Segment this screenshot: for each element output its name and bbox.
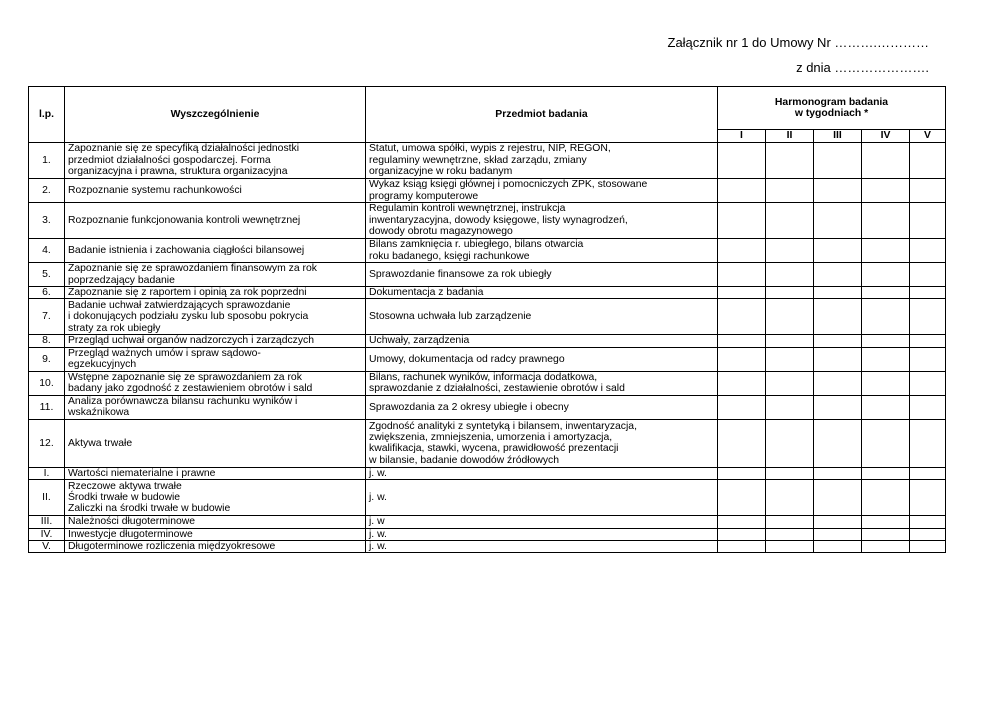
week-cell-2[interactable] <box>766 419 814 467</box>
description-line: Badanie uchwał zatwierdzających sprawozdanie <box>68 299 291 311</box>
subject-line: dowody obrotu magazynowego <box>369 226 513 238</box>
row-description <box>65 239 366 263</box>
week-cell-4[interactable] <box>862 347 910 371</box>
week-cell-5[interactable] <box>910 419 946 467</box>
table-row <box>29 467 946 479</box>
row-subject <box>366 347 718 371</box>
week-cell-3[interactable] <box>814 239 862 263</box>
row-description <box>65 516 366 528</box>
week-cell-5[interactable] <box>910 467 946 479</box>
week-cell-2[interactable] <box>766 395 814 419</box>
week-cell-1[interactable] <box>718 347 766 371</box>
row-description <box>65 263 366 287</box>
week-cell-4[interactable] <box>862 419 910 467</box>
description-line: poprzedzający badanie <box>68 274 175 286</box>
week-cell-5[interactable] <box>910 179 946 203</box>
week-cell-4[interactable] <box>862 179 910 203</box>
week-cell-5[interactable] <box>910 335 946 347</box>
week-cell-3[interactable] <box>814 467 862 479</box>
row-number: V. <box>29 541 65 553</box>
description-line: straty za rok ubiegły <box>68 322 161 334</box>
table-row <box>29 371 946 395</box>
row-number: 3. <box>29 203 65 239</box>
subject-line: Regulamin kontroli wewnętrznej, instrukcja <box>369 203 566 215</box>
week-cell-3[interactable] <box>814 528 862 540</box>
week-cell-1[interactable] <box>718 143 766 179</box>
description-line: wskaźnikowa <box>68 407 130 419</box>
week-cell-5[interactable] <box>910 516 946 528</box>
week-cell-2[interactable] <box>766 239 814 263</box>
description-line: Środki trwałe w budowie <box>68 492 181 504</box>
row-number: 8. <box>29 335 65 347</box>
week-cell-1[interactable] <box>718 287 766 299</box>
week-cell-4[interactable] <box>862 287 910 299</box>
week-cell-1[interactable] <box>718 419 766 467</box>
week-cell-1[interactable] <box>718 203 766 239</box>
week-cell-3[interactable] <box>814 516 862 528</box>
week-cell-1[interactable] <box>718 395 766 419</box>
subject-line: Wykaz ksiąg księgi głównej i pomocniczych ZPK, stosowane <box>369 179 648 191</box>
week-cell-1[interactable] <box>718 335 766 347</box>
row-subject <box>366 516 718 528</box>
annex-title: Załącznik nr 1 do Umowy Nr ……….………… <box>667 35 929 50</box>
table-row <box>29 480 946 516</box>
description-line: Badanie istnienia i zachowania ciągłości bilansowej <box>68 244 305 256</box>
description-line: Aktywa trwałe <box>68 437 133 449</box>
subject-line: Dokumentacja z badania <box>369 287 484 298</box>
description-line: przedmiot działalności gospodarczej. Forma <box>68 154 271 166</box>
table-row <box>29 419 946 467</box>
week-cell-1[interactable] <box>718 239 766 263</box>
week-cell-5[interactable] <box>910 480 946 516</box>
week-cell-3[interactable] <box>814 263 862 287</box>
week-cell-2[interactable] <box>766 299 814 335</box>
description-line: egzekucyjnych <box>68 359 137 371</box>
row-subject <box>366 263 718 287</box>
row-subject <box>366 528 718 540</box>
description-line: Analiza porównawcza bilansu rachunku wyników i <box>68 395 298 407</box>
week-cell-4[interactable] <box>862 299 910 335</box>
week-cell-5[interactable] <box>910 371 946 395</box>
row-number: 10. <box>29 371 65 395</box>
table-row <box>29 528 946 540</box>
week-cell-5[interactable] <box>910 287 946 299</box>
week-cell-4[interactable] <box>862 480 910 516</box>
row-description <box>65 480 366 516</box>
subject-line: j. w. <box>369 528 387 540</box>
row-subject <box>366 287 718 299</box>
row-description <box>65 467 366 479</box>
row-subject <box>366 395 718 419</box>
week-cell-1[interactable] <box>718 516 766 528</box>
table-body <box>29 143 946 553</box>
description-line: Rozpoznanie systemu rachunkowości <box>68 184 242 196</box>
week-cell-4[interactable] <box>862 263 910 287</box>
row-description <box>65 335 366 347</box>
row-description <box>65 287 366 299</box>
subject-line: organizacyjne w roku badanym <box>369 166 513 178</box>
subject-line: Zgodność analityki z syntetyką i bilansem, inwentaryzacja, <box>369 420 637 432</box>
week-cell-4[interactable] <box>862 371 910 395</box>
week-cell-3[interactable] <box>814 395 862 419</box>
description-line: Inwestycje długoterminowe <box>68 528 193 540</box>
table-row <box>29 516 946 528</box>
week-cell-2[interactable] <box>766 179 814 203</box>
table-row <box>29 541 946 553</box>
week-cell-2[interactable] <box>766 467 814 479</box>
description-line: Przegląd ważnych umów i spraw sądowo- <box>68 347 261 359</box>
row-description <box>65 419 366 467</box>
row-subject <box>366 480 718 516</box>
week-cell-5[interactable] <box>910 239 946 263</box>
week-cell-4[interactable] <box>862 335 910 347</box>
row-description <box>65 143 366 179</box>
week-cell-2[interactable] <box>766 541 814 553</box>
week-header-5: V <box>910 130 946 143</box>
subject-line: regulaminy wewnętrzne, skład zarządu, zmiany <box>369 154 587 166</box>
week-cell-1[interactable] <box>718 263 766 287</box>
row-number: IV. <box>29 528 65 540</box>
row-description <box>65 528 366 540</box>
week-cell-5[interactable] <box>910 541 946 553</box>
week-cell-4[interactable] <box>862 239 910 263</box>
subject-line: programy komputerowe <box>369 190 479 202</box>
table-row <box>29 143 946 179</box>
audit-schedule-table <box>28 86 946 553</box>
subject-line: inwentaryzacyjna, dowody księgowe, listy wynagrodzeń, <box>369 214 628 226</box>
week-cell-3[interactable] <box>814 179 862 203</box>
row-subject <box>366 239 718 263</box>
row-subject <box>366 467 718 479</box>
week-cell-2[interactable] <box>766 287 814 299</box>
week-cell-3[interactable] <box>814 419 862 467</box>
subject-line: roku badanego, księgi rachunkowe <box>369 250 530 262</box>
week-cell-3[interactable] <box>814 299 862 335</box>
week-cell-3[interactable] <box>814 287 862 299</box>
row-description <box>65 347 366 371</box>
week-cell-5[interactable] <box>910 299 946 335</box>
week-cell-4[interactable] <box>862 395 910 419</box>
week-cell-5[interactable] <box>910 347 946 371</box>
description-line: Wartości niematerialne i prawne <box>68 467 216 479</box>
week-cell-1[interactable] <box>718 528 766 540</box>
description-line: Rzeczowe aktywa trwałe <box>68 480 182 492</box>
row-number: 1. <box>29 143 65 179</box>
description-line: Należności długoterminowe <box>68 516 196 528</box>
row-subject <box>366 371 718 395</box>
description-line: i dokonujących podziału zysku lub sposobu pokrycia <box>68 311 309 323</box>
week-cell-3[interactable] <box>814 480 862 516</box>
row-number: 7. <box>29 299 65 335</box>
subject-line: kwalifikacja, stawki, wycena, prawidłowość prezentacji <box>369 443 619 455</box>
row-description <box>65 299 366 335</box>
col-subject-header: Przedmiot badania <box>366 87 718 143</box>
description-line: badany jako zgodność z zestawieniem obrotów i sald <box>68 383 313 395</box>
week-cell-3[interactable] <box>814 371 862 395</box>
subject-line: zwiększenia, zmniejszenia, umorzenia i amortyzacja, <box>369 431 613 443</box>
row-description <box>65 541 366 553</box>
week-cell-2[interactable] <box>766 480 814 516</box>
row-description <box>65 371 366 395</box>
description-line: organizacyjna i prawna, struktura organizacyjna <box>68 166 288 178</box>
subject-line: sprawozdanie z działalności, zestawienie obrotów i sald <box>369 383 625 395</box>
table-row <box>29 395 946 419</box>
subject-line: j. w <box>369 516 385 528</box>
subject-line: Bilans, rachunek wyników, informacja dodatkowa, <box>369 371 598 383</box>
week-cell-1[interactable] <box>718 299 766 335</box>
week-cell-2[interactable] <box>766 516 814 528</box>
week-cell-4[interactable] <box>862 467 910 479</box>
week-header-3: III <box>814 130 862 143</box>
description-line: Zapoznanie się ze sprawozdaniem finansowym za rok <box>68 263 317 275</box>
annex-date: z dnia …………………. <box>796 60 929 75</box>
schedule-title: Harmonogram badania <box>774 96 889 108</box>
schedule-header <box>718 87 946 130</box>
table-row <box>29 335 946 347</box>
table-row <box>29 203 946 239</box>
row-number: 4. <box>29 239 65 263</box>
subject-line: Sprawozdanie finansowe za rok ubiegły <box>369 268 552 280</box>
week-cell-3[interactable] <box>814 143 862 179</box>
week-cell-5[interactable] <box>910 528 946 540</box>
row-subject <box>366 299 718 335</box>
description-line: Przegląd uchwał organów nadzorczych i zarządczych <box>68 335 315 347</box>
week-cell-1[interactable] <box>718 371 766 395</box>
description-line: Zaliczki na środki trwałe w budowie <box>68 503 231 515</box>
row-description <box>65 179 366 203</box>
row-number: I. <box>29 467 65 479</box>
row-subject <box>366 541 718 553</box>
row-number: 9. <box>29 347 65 371</box>
description-line: Wstępne zapoznanie się ze sprawozdaniem za rok <box>68 371 302 383</box>
subject-line: Uchwały, zarządzenia <box>369 335 470 347</box>
row-subject <box>366 143 718 179</box>
table-row <box>29 347 946 371</box>
week-cell-3[interactable] <box>814 335 862 347</box>
week-cell-3[interactable] <box>814 203 862 239</box>
subject-line: j. w. <box>369 541 387 553</box>
row-number: 12. <box>29 419 65 467</box>
table-row <box>29 239 946 263</box>
week-cell-2[interactable] <box>766 528 814 540</box>
week-cell-2[interactable] <box>766 203 814 239</box>
week-cell-2[interactable] <box>766 347 814 371</box>
subject-line: w bilansie, badanie dowodów źródłowych <box>369 454 560 466</box>
row-subject <box>366 203 718 239</box>
week-cell-4[interactable] <box>862 143 910 179</box>
row-number: II. <box>29 480 65 516</box>
row-number: 2. <box>29 179 65 203</box>
description-line: Zapoznanie się ze specyfiką działalności jednostki <box>68 143 300 155</box>
week-cell-5[interactable] <box>910 143 946 179</box>
subject-line: Statut, umowa spółki, wypis z rejestru, NIP, REGON, <box>369 143 611 155</box>
row-number: III. <box>29 516 65 528</box>
table-row <box>29 263 946 287</box>
week-cell-4[interactable] <box>862 528 910 540</box>
week-cell-2[interactable] <box>766 335 814 347</box>
description-line: Długoterminowe rozliczenia międzyokresowe <box>68 541 276 553</box>
week-cell-2[interactable] <box>766 263 814 287</box>
week-cell-2[interactable] <box>766 143 814 179</box>
subject-line: Stosowna uchwała lub zarządzenie <box>369 311 532 323</box>
week-cell-5[interactable] <box>910 263 946 287</box>
week-cell-5[interactable] <box>910 395 946 419</box>
week-cell-1[interactable] <box>718 179 766 203</box>
description-line: Zapoznanie się z raportem i opinią za rok poprzedni <box>68 287 307 298</box>
subject-line: j. w. <box>369 492 387 504</box>
row-number: 5. <box>29 263 65 287</box>
col-lp-header: l.p. <box>29 87 65 143</box>
table-row <box>29 287 946 299</box>
row-subject <box>366 419 718 467</box>
subject-line: j. w. <box>369 467 387 479</box>
week-cell-4[interactable] <box>862 203 910 239</box>
row-number: 11. <box>29 395 65 419</box>
col-desc-header: Wyszczególnienie <box>65 87 366 143</box>
week-cell-1[interactable] <box>718 541 766 553</box>
row-subject <box>366 335 718 347</box>
week-cell-1[interactable] <box>718 480 766 516</box>
description-line: Rozpoznanie funkcjonowania kontroli wewnętrznej <box>68 214 301 226</box>
row-description <box>65 395 366 419</box>
table-row <box>29 179 946 203</box>
subject-line: Bilans zamknięcia r. ubiegłego, bilans otwarcia <box>369 239 584 251</box>
week-cell-2[interactable] <box>766 371 814 395</box>
table-row <box>29 299 946 335</box>
week-cell-4[interactable] <box>862 516 910 528</box>
row-number: 6. <box>29 287 65 299</box>
week-header-2: II <box>766 130 814 143</box>
week-cell-4[interactable] <box>862 541 910 553</box>
subject-line: Umowy, dokumentacja od radcy prawnego <box>369 353 565 365</box>
week-cell-1[interactable] <box>718 467 766 479</box>
row-subject <box>366 179 718 203</box>
week-header-1: I <box>718 130 766 143</box>
week-header-4: IV <box>862 130 910 143</box>
week-cell-3[interactable] <box>814 347 862 371</box>
week-cell-5[interactable] <box>910 203 946 239</box>
row-description <box>65 203 366 239</box>
subject-line: Sprawozdania za 2 okresy ubiegłe i obecny <box>369 401 569 413</box>
schedule-subtitle: w tygodniach * <box>794 108 869 119</box>
week-cell-3[interactable] <box>814 541 862 553</box>
